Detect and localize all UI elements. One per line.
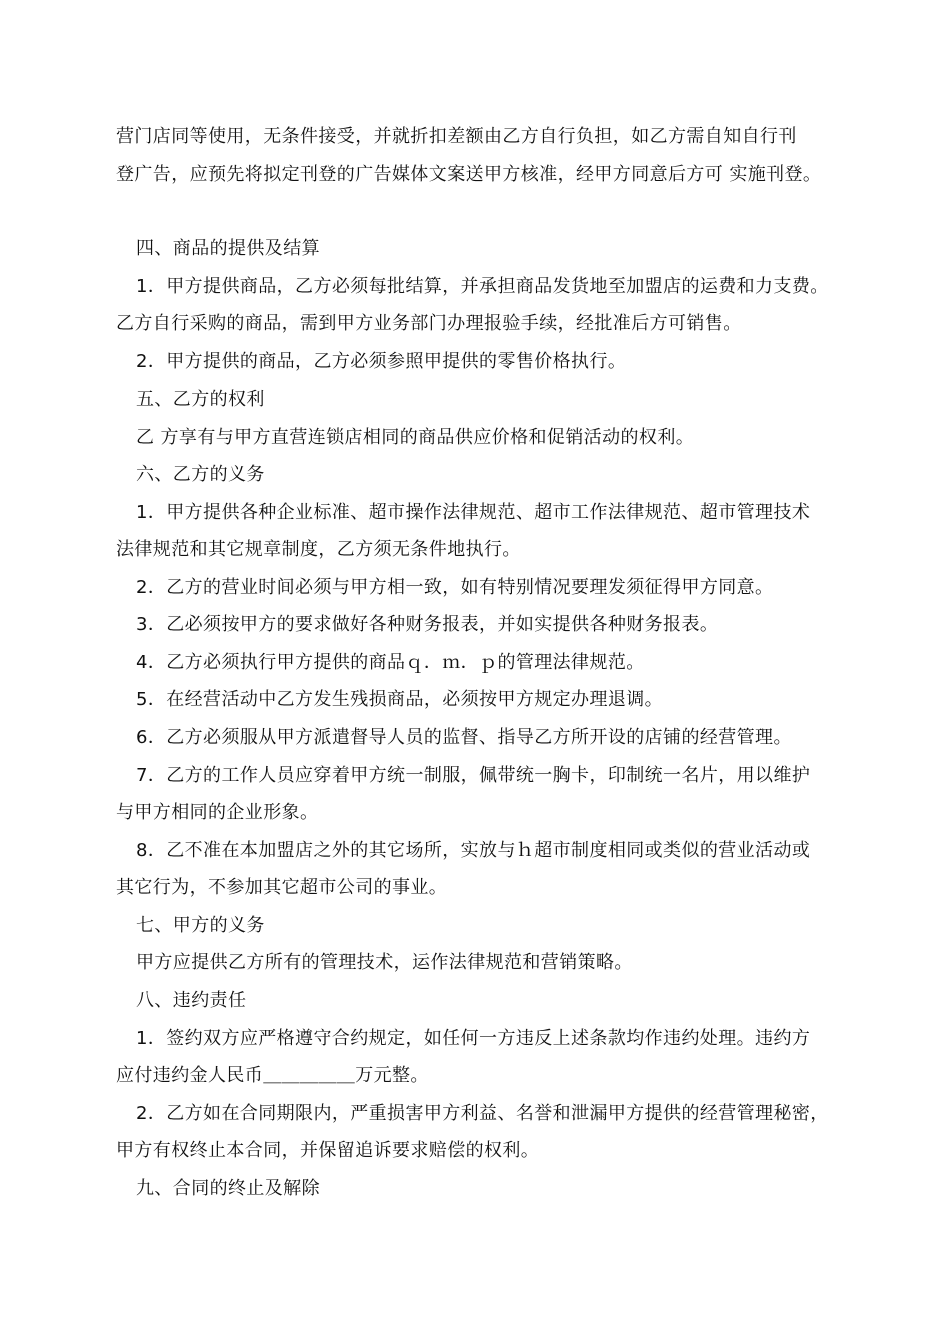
paragraph-line: 应付违约金人民币＿＿＿＿＿万元整。 [116,1065,429,1086]
paragraph-line: 1．甲方提供各种企业标准、超市操作法律规范、超市工作法律规范、超市管理技术 [136,502,811,523]
paragraph-line: 2．乙方如在合同期限内，严重损害甲方利益、名誉和泄漏甲方提供的经营管理秘密， [136,1103,829,1124]
section-heading: 六、乙方的义务 [136,464,265,485]
section-heading: 九、合同的终止及解除 [136,1178,320,1199]
section-heading: 四、商品的提供及结算 [136,238,320,259]
section-heading: 八、违约责任 [136,990,247,1011]
section-heading: 七、甲方的义务 [136,915,265,936]
paragraph-line: 8．乙不准在本加盟店之外的其它场所，实放与ｈ超市制度相同或类似的营业活动或 [136,840,811,861]
section-heading: 五、乙方的权利 [136,389,265,410]
paragraph-line: 3．乙必须按甲方的要求做好各种财务报表，并如实提供各种财务报表。 [136,614,719,635]
paragraph-line: 6．乙方必须服从甲方派遣督导人员的监督、指导乙方所开设的店铺的经营管理。 [136,727,792,748]
paragraph-line: 1．签约双方应严格遵守合约规定，如任何一方违反上述条款均作违约处理。违约方 [136,1028,811,1049]
paragraph-line: 其它行为，不参加其它超市公司的事业。 [116,877,448,898]
paragraph-line: 2．甲方提供的商品，乙方必须参照甲提供的零售价格执行。 [136,351,627,372]
paragraph-line: 登广告，应预先将拟定刊登的广告媒体文案送甲方核准，经甲方同意后方可 实施刊登。 [116,164,822,185]
paragraph-line: 乙 方享有与甲方直营连锁店相同的商品供应价格和促销活动的权利。 [136,427,695,448]
paragraph-line: 5．在经营活动中乙方发生残损商品，必须按甲方规定办理退调。 [136,689,664,710]
paragraph-line: 1．甲方提供商品，乙方必须每批结算，并承担商品发货地至加盟店的运费和力支费。 [136,276,829,297]
paragraph-line: 与甲方相同的企业形象。 [116,802,319,823]
paragraph-line: 法律规范和其它规章制度，乙方须无条件地执行。 [116,539,521,560]
paragraph-line: 乙方自行采购的商品，需到甲方业务部门办理报验手续，经批准后方可销售。 [116,313,742,334]
paragraph-line: 甲方应提供乙方所有的管理技术，运作法律规范和营销策略。 [136,952,633,973]
paragraph-line: 7．乙方的工作人员应穿着甲方统一制服，佩带统一胸卡，印制统一名片，用以维护 [136,765,811,786]
paragraph-line: 营门店同等使用，无条件接受，并就折扣差额由乙方自行负担，如乙方需自知自行刊 [116,126,797,147]
paragraph-line: 2．乙方的营业时间必须与甲方相一致，如有特别情况要理发须征得甲方同意。 [136,577,774,598]
paragraph-line: 4．乙方必须执行甲方提供的商品ｑ．ｍ．ｐ的管理法律规范。 [136,652,645,673]
paragraph-line: 甲方有权终止本合同，并保留追诉要求赔偿的权利。 [116,1140,540,1161]
